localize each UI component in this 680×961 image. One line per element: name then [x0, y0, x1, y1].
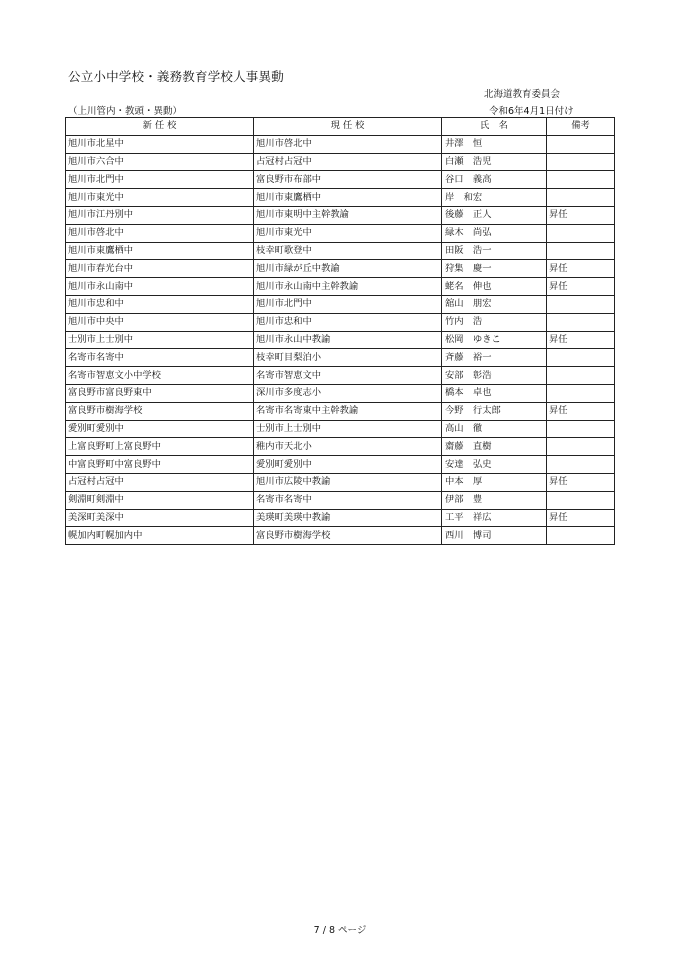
current-school-cell: 深川市多度志小 [254, 384, 442, 402]
name-cell: 安達 弘史 [442, 456, 547, 474]
new-school-cell: 剣淵町剣淵中 [66, 491, 254, 509]
page-number: 7 / 8 ページ [313, 925, 367, 936]
table-row [66, 135, 615, 153]
new-school-cell: 旭川市中央中 [66, 313, 254, 331]
note-cell [547, 153, 615, 171]
note-cell [547, 242, 615, 260]
name-cell: 井澤 恒 [442, 135, 547, 153]
note-cell [547, 384, 615, 402]
name-cell: 蛯名 伸也 [442, 278, 547, 296]
personnel-table [65, 117, 615, 545]
note-cell [547, 135, 615, 153]
table-row [66, 206, 615, 224]
new-school-cell: 愛別町愛別中 [66, 420, 254, 438]
name-cell: 狩集 慶一 [442, 260, 547, 278]
new-school-cell: 幌加内町幌加内中 [66, 527, 254, 545]
table-row [66, 491, 615, 509]
new-school-cell: 旭川市北星中 [66, 135, 254, 153]
new-school-cell: 旭川市忠和中 [66, 295, 254, 313]
name-cell: 舘山 朋宏 [442, 295, 547, 313]
table-row [66, 260, 615, 278]
new-school-cell: 占冠村占冠中 [66, 473, 254, 491]
table-header-row [66, 118, 615, 136]
new-school-cell: 旭川市北門中 [66, 171, 254, 189]
name-cell: 橋本 卓也 [442, 384, 547, 402]
table-row [66, 527, 615, 545]
note-cell [547, 456, 615, 474]
current-school-cell: 旭川市永山中教諭 [254, 331, 442, 349]
current-school-cell: 旭川市東光中 [254, 224, 442, 242]
new-school-cell: 上富良野町上富良野中 [66, 438, 254, 456]
new-school-cell: 旭川市江丹別中 [66, 206, 254, 224]
note-cell: 昇任 [547, 402, 615, 420]
current-school-cell: 名寄市名寄東中主幹教諭 [254, 402, 442, 420]
current-school-cell: 旭川市永山南中主幹教諭 [254, 278, 442, 296]
table-row [66, 402, 615, 420]
note-cell [547, 491, 615, 509]
current-school-cell: 旭川市啓北中 [254, 135, 442, 153]
current-school-cell: 稚内市天北小 [254, 438, 442, 456]
table-body [66, 135, 615, 544]
current-school-cell: 枝幸町歌登中 [254, 242, 442, 260]
table-row [66, 456, 615, 474]
current-school-cell: 枝幸町目梨泊小 [254, 349, 442, 367]
new-school-cell: 旭川市東鷹栖中 [66, 242, 254, 260]
name-cell: 工平 祥広 [442, 509, 547, 527]
name-cell: 安部 彰浩 [442, 367, 547, 385]
current-school-cell: 旭川市広陵中教諭 [254, 473, 442, 491]
note-cell [547, 224, 615, 242]
name-cell: 谷口 義高 [442, 171, 547, 189]
document-subtitle: （上川管内・教頭・異動） [68, 106, 183, 117]
new-school-cell: 士別市上士別中 [66, 331, 254, 349]
table-row [66, 153, 615, 171]
new-school-cell: 富良野市富良野東中 [66, 384, 254, 402]
name-cell: 齋藤 直樹 [442, 438, 547, 456]
new-school-cell: 富良野市樹海学校 [66, 402, 254, 420]
note-cell [547, 295, 615, 313]
note-cell [547, 438, 615, 456]
name-cell: 中本 厚 [442, 473, 547, 491]
table-row [66, 278, 615, 296]
name-cell: 後藤 正人 [442, 206, 547, 224]
note-cell [547, 420, 615, 438]
table-row [66, 384, 615, 402]
current-school-cell: 富良野市樹海学校 [254, 527, 442, 545]
name-cell: 白瀬 浩児 [442, 153, 547, 171]
document-title: 公立小中学校・義務教育学校人事異動 [68, 69, 284, 84]
current-school-cell: 名寄市智恵文中 [254, 367, 442, 385]
current-school-cell: 旭川市東明中主幹教諭 [254, 206, 442, 224]
table-row [66, 295, 615, 313]
name-cell: 西川 博司 [442, 527, 547, 545]
new-school-cell: 中富良野町中富良野中 [66, 456, 254, 474]
table-row [66, 349, 615, 367]
new-school-cell: 旭川市啓北中 [66, 224, 254, 242]
name-cell: 緑木 尚弘 [442, 224, 547, 242]
table-row [66, 224, 615, 242]
table-row [66, 473, 615, 491]
name-cell: 岸 和宏 [442, 189, 547, 207]
note-cell: 昇任 [547, 473, 615, 491]
current-school-cell: 旭川市緑が丘中教諭 [254, 260, 442, 278]
table-row [66, 331, 615, 349]
current-school-cell: 愛別町愛別中 [254, 456, 442, 474]
name-cell: 伊部 豊 [442, 491, 547, 509]
table-row [66, 420, 615, 438]
current-school-cell: 占冠村占冠中 [254, 153, 442, 171]
current-school-cell: 旭川市北門中 [254, 295, 442, 313]
table-row [66, 171, 615, 189]
table-row [66, 242, 615, 260]
table-row [66, 509, 615, 527]
issuer-name: 北海道教育委員会 [484, 89, 561, 100]
note-cell: 昇任 [547, 331, 615, 349]
new-school-cell: 旭川市永山南中 [66, 278, 254, 296]
note-cell [547, 367, 615, 385]
new-school-cell: 旭川市春光台中 [66, 260, 254, 278]
table-row [66, 313, 615, 331]
note-cell [547, 171, 615, 189]
new-school-cell: 旭川市東光中 [66, 189, 254, 207]
table-row [66, 189, 615, 207]
name-cell: 今野 行太郎 [442, 402, 547, 420]
new-school-cell: 名寄市智恵文小中学校 [66, 367, 254, 385]
current-school-cell: 美瑛町美瑛中教諭 [254, 509, 442, 527]
note-cell [547, 527, 615, 545]
name-cell: 高山 徹 [442, 420, 547, 438]
new-school-cell: 旭川市六合中 [66, 153, 254, 171]
table-row [66, 367, 615, 385]
current-school-cell: 士別市上士別中 [254, 420, 442, 438]
current-school-cell: 富良野市布部中 [254, 171, 442, 189]
name-cell: 松岡 ゆきこ [442, 331, 547, 349]
column-header-note: 備考 [547, 118, 615, 136]
note-cell [547, 313, 615, 331]
note-cell: 昇任 [547, 278, 615, 296]
effective-date: 令和6年4月1日付け [489, 106, 574, 117]
column-header-current-school: 現 任 校 [254, 118, 442, 136]
column-header-name: 氏 名 [442, 118, 547, 136]
name-cell: 斉藤 裕一 [442, 349, 547, 367]
note-cell: 昇任 [547, 206, 615, 224]
table-row [66, 438, 615, 456]
current-school-cell: 名寄市名寄中 [254, 491, 442, 509]
name-cell: 竹内 浩 [442, 313, 547, 331]
note-cell: 昇任 [547, 509, 615, 527]
new-school-cell: 美深町美深中 [66, 509, 254, 527]
current-school-cell: 旭川市忠和中 [254, 313, 442, 331]
new-school-cell: 名寄市名寄中 [66, 349, 254, 367]
column-header-new-school: 新 任 校 [66, 118, 254, 136]
note-cell: 昇任 [547, 260, 615, 278]
name-cell: 田阪 浩一 [442, 242, 547, 260]
current-school-cell: 旭川市東鷹栖中 [254, 189, 442, 207]
note-cell [547, 189, 615, 207]
note-cell [547, 349, 615, 367]
